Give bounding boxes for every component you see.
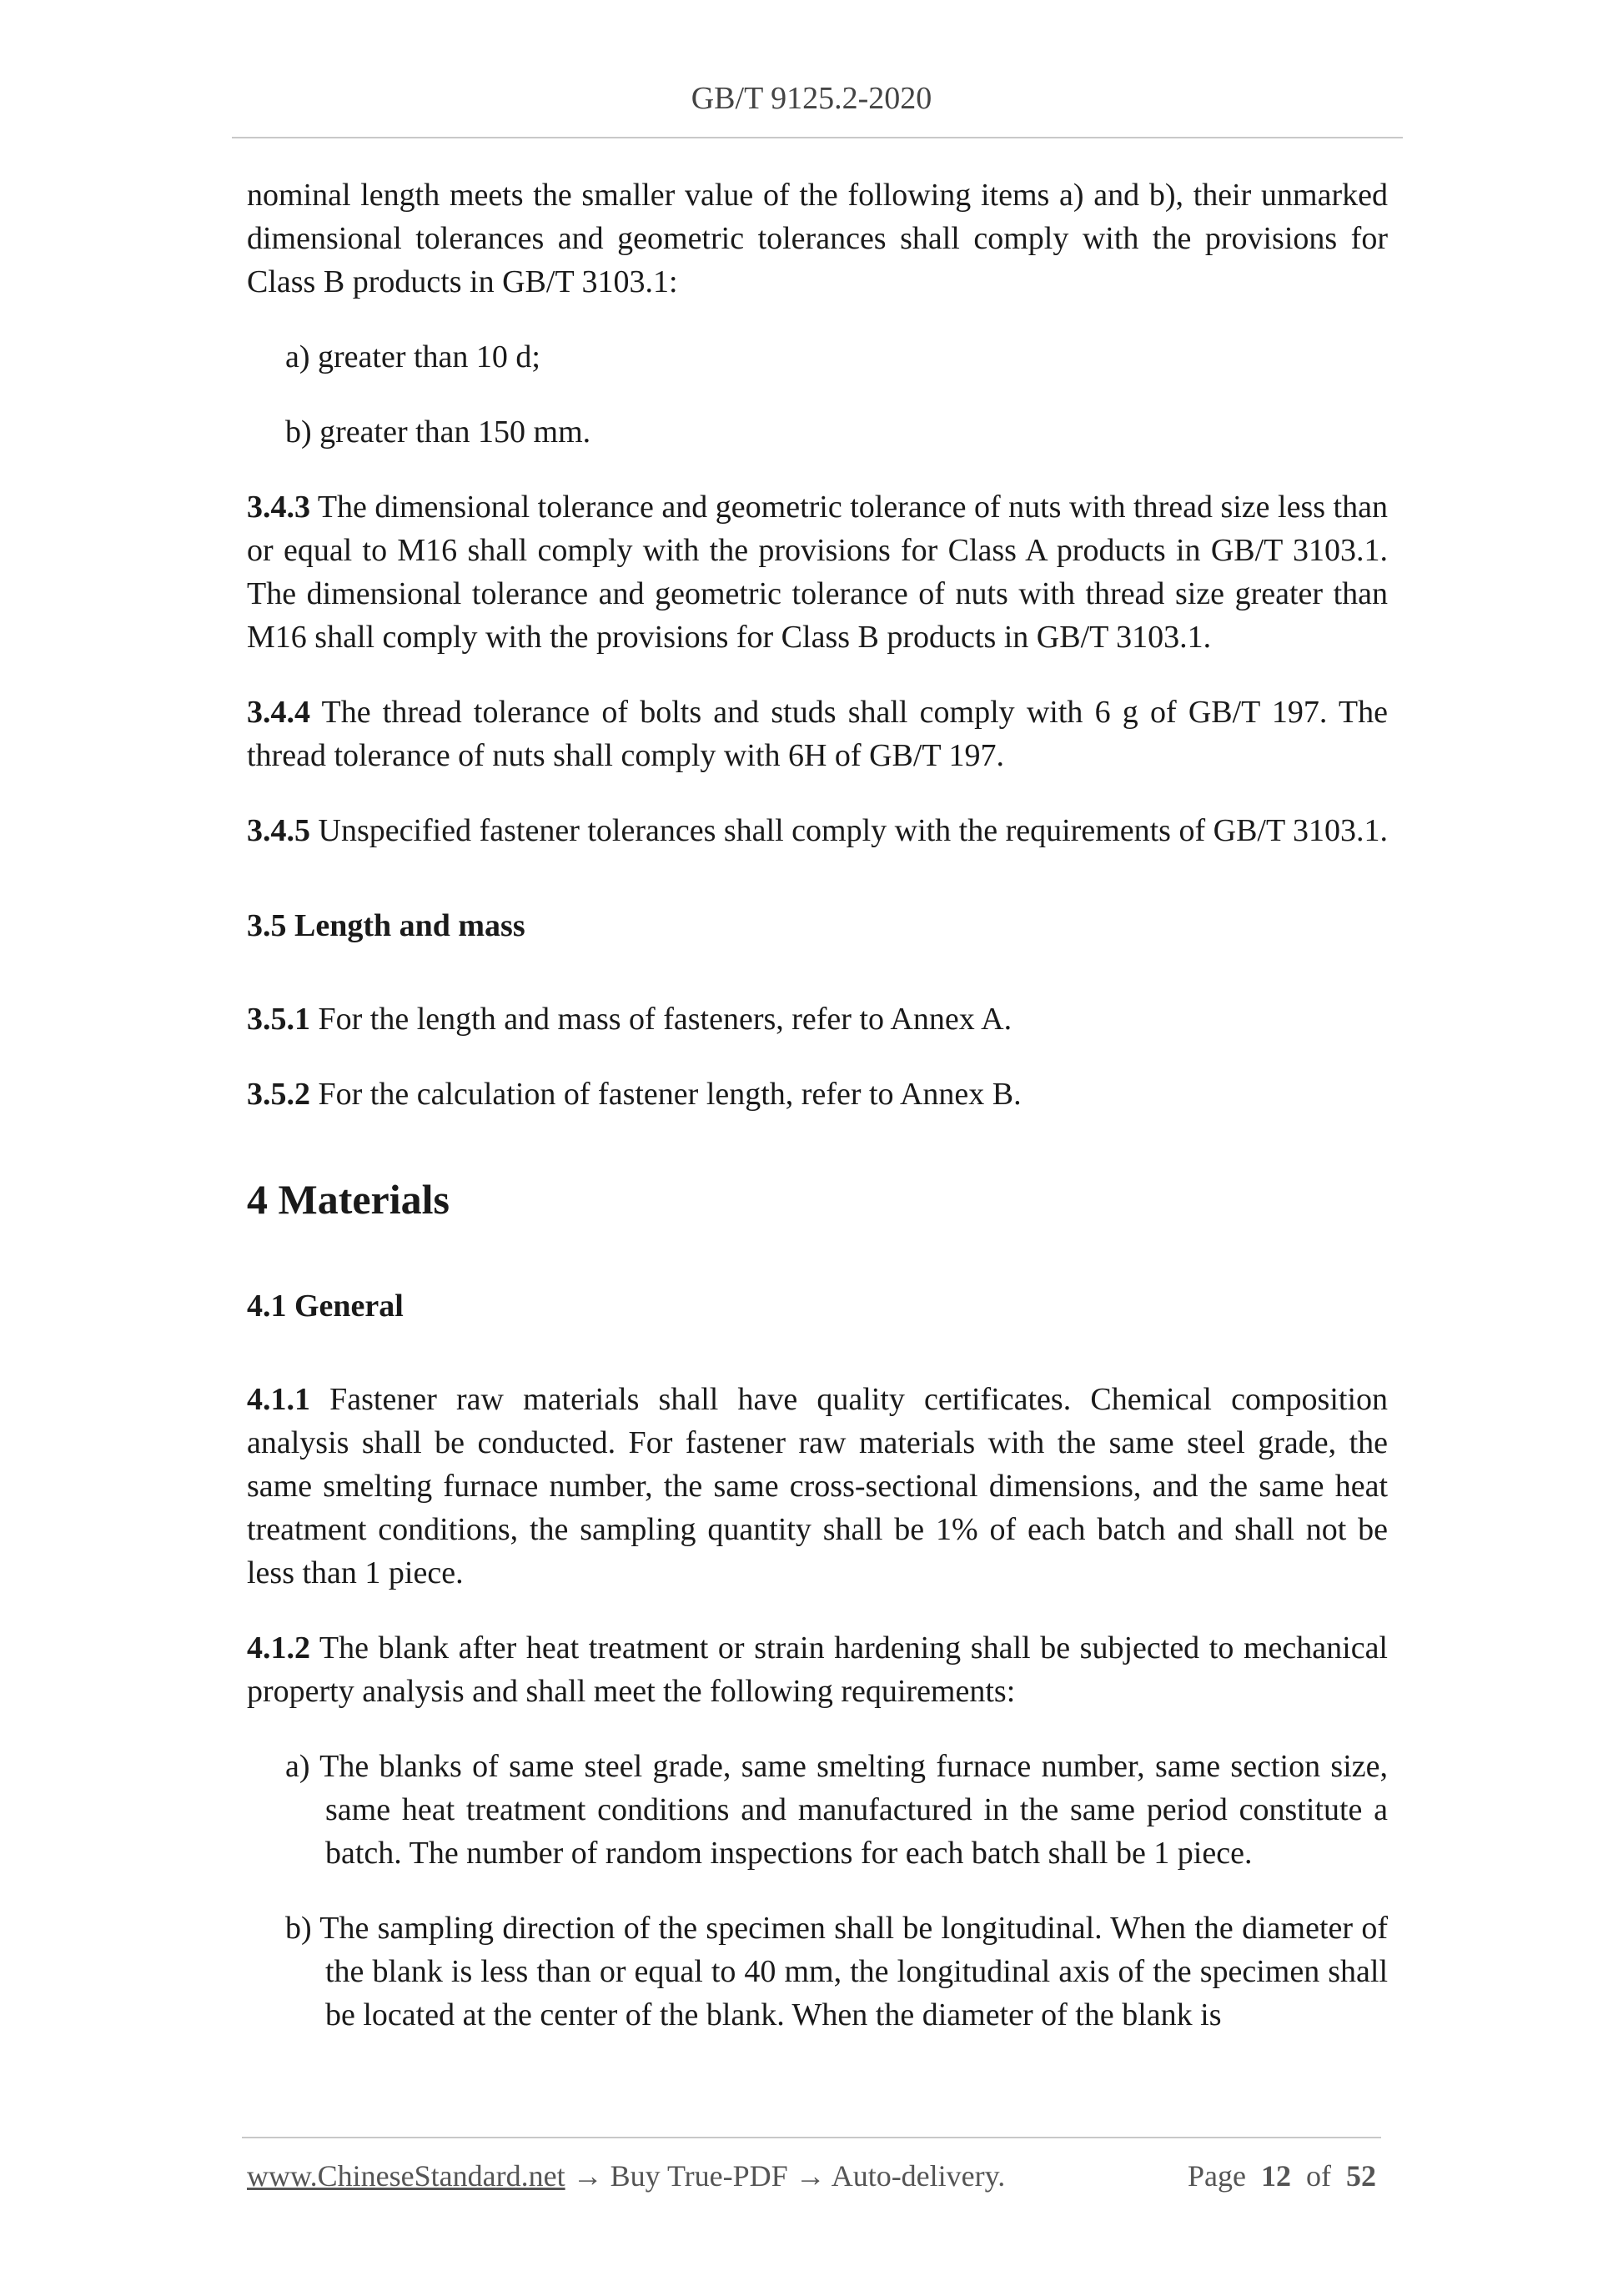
- page-number: [1188, 2158, 1376, 2193]
- clause-number: 3.5.1: [247, 1002, 310, 1037]
- footer-divider: [242, 2137, 1381, 2138]
- list-item-4-1-2-a: a) The blanks of same steel grade, same smelting furnace number, same section size, same heat treatment conditions and manufactured in the same period constitute a batch. The number of random inspections for each batch shall be 1 piece.: [285, 1749, 1388, 1871]
- section-heading-3-5: 3.5 Length and mass: [247, 908, 525, 943]
- chapter-heading-4: 4 Materials: [247, 1176, 450, 1223]
- of-word: of: [1306, 2159, 1331, 2193]
- header-divider: [232, 137, 1403, 138]
- clause-3-5-1: [247, 997, 1388, 1041]
- page-word: Page: [1188, 2159, 1246, 2193]
- clause-text: The blank after heat treatment or strain hardening shall be subjected to mechanical property analysis and shall meet the following requirements:: [247, 1630, 1388, 1709]
- clause-text: For the length and mass of fasteners, refer to Annex A.: [310, 1002, 1012, 1037]
- clause-text: Unspecified fastener tolerances shall comply with the requirements of GB/T 3103.1.: [310, 813, 1388, 848]
- section-heading-4-1: 4.1 General: [247, 1289, 404, 1324]
- clause-text: The thread tolerance of bolts and studs shall comply with 6 g of GB/T 197. The thread tolerance of nuts shall comply with 6H of GB/T 197.: [247, 695, 1388, 773]
- clause-number: 3.4.4: [247, 695, 310, 730]
- clause-text: For the calculation of fastener length, refer to Annex B.: [310, 1077, 1022, 1112]
- total-pages: 52: [1346, 2159, 1376, 2193]
- clause-number: 4.1.1: [247, 1382, 310, 1417]
- list-item-4-1-2-b: b) The sampling direction of the specimen shall be longitudinal. When the diameter of the blank is less than or equal to 40 mm, the longitudinal axis of the specimen shall be located at the center of the blank. When the diameter of the blank is: [285, 1911, 1388, 2032]
- clause-number: 4.1.2: [247, 1630, 310, 1665]
- clause-number: 3.4.5: [247, 813, 310, 848]
- site-link[interactable]: www.ChineseStandard.net: [247, 2159, 565, 2193]
- clause-3-4-3: [247, 485, 1388, 659]
- clause-text: Fastener raw materials shall have quality certificates. Chemical composition analysis shall be conducted. For fastener raw materials with the same steel grade, the same smelting furnace number, the same cross-sectional dimensions, and the same heat treatment conditions, the sampling quantity shall be 1% of each batch and shall not be less than 1 piece.: [247, 1382, 1388, 1590]
- clause-3-4-4: [247, 691, 1388, 777]
- clause-number: 3.5.2: [247, 1077, 310, 1112]
- clause-3-4-5: [247, 809, 1388, 852]
- paragraph-intro: nominal length meets the smaller value of the following items a) and b), their unmarked dimensional tolerances and geometric tolerances shall comply with the provisions for Class B products in GB/T 3103.1:: [247, 178, 1388, 299]
- document-code-header: GB/T 9125.2-2020: [691, 81, 932, 116]
- clause-number: 3.4.3: [247, 490, 310, 525]
- clause-3-5-2: [247, 1073, 1388, 1116]
- clause-4-1-2: [247, 1626, 1388, 1713]
- footer-promo-text: → Buy True-PDF → Auto-delivery.: [565, 2159, 1006, 2193]
- clause-4-1-1: [247, 1378, 1388, 1595]
- list-item-b: b) greater than 150 mm.: [285, 414, 591, 450]
- list-item-a: a) greater than 10 d;: [285, 339, 540, 374]
- footer-promo: [247, 2158, 1005, 2193]
- clause-text: The dimensional tolerance and geometric tolerance of nuts with thread size less than or equal to M16 shall comply with the provisions for Class A products in GB/T 3103.1. The dimensional tolerance and geometric tolerance of nuts with thread size greater than M16 shall comply with the provisions for Class B products in GB/T 3103.1.: [247, 490, 1388, 655]
- current-page: 12: [1261, 2159, 1291, 2193]
- page-content: [247, 173, 1388, 2037]
